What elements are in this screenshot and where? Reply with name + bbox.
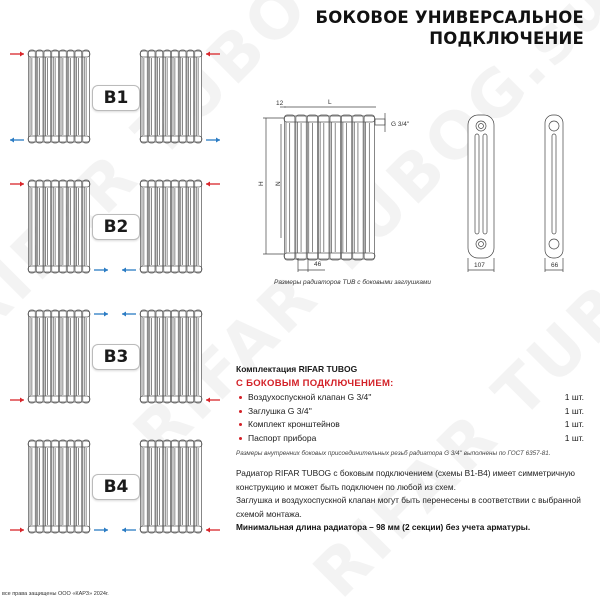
arrow-head [206, 528, 210, 533]
kit-item-qty: 1 шт. [564, 405, 584, 416]
arrow-head [104, 268, 108, 273]
arrow-head [10, 138, 14, 143]
radiator [140, 310, 202, 403]
dim-thread: G 3/4'' [391, 121, 410, 128]
return-arrow-icon [10, 138, 24, 143]
arrow-head [20, 52, 24, 57]
kit-item [236, 392, 584, 406]
dim-H: H [258, 181, 265, 186]
kit-item-name: Паспорт прибора [248, 432, 317, 443]
arrow-head [20, 528, 24, 533]
arrow-head [216, 138, 220, 143]
radiator [140, 50, 202, 143]
return-arrow-icon [94, 268, 108, 273]
side-view-narrow [545, 115, 563, 258]
supply-arrow-icon [10, 528, 24, 533]
title-line-1: БОКОВОЕ УНИВЕРСАЛЬНОЕ [315, 8, 584, 27]
bullet-icon [239, 423, 242, 426]
kit-item-name: Воздухоспускной клапан G 3/4'' [248, 392, 372, 402]
return-arrow-icon [94, 312, 108, 317]
dim-N: N [275, 181, 282, 186]
dim-107: 107 [474, 262, 485, 269]
supply-arrow-icon [206, 52, 220, 57]
kit-item-qty: 1 шт. [564, 419, 584, 430]
kit-item-qty: 1 шт. [564, 432, 584, 443]
radiator [28, 310, 90, 403]
bullet-icon [239, 437, 242, 440]
kit-subheading: С БОКОВЫМ ПОДКЛЮЧЕНИЕМ: [236, 378, 394, 389]
arrow-head [20, 182, 24, 187]
connection-schemes [10, 50, 220, 533]
drawing-caption: Размеры радиаторов TUB с боковыми заглушками [274, 279, 432, 286]
scheme-label-b1: B1 [92, 85, 140, 111]
scheme-label-b3: B3 [92, 344, 140, 370]
radiator [284, 115, 375, 260]
radiator [28, 50, 90, 143]
side-view-wide [468, 115, 494, 258]
supply-arrow-icon [206, 398, 220, 403]
thread-pipe [375, 119, 385, 125]
return-arrow-icon [122, 268, 136, 273]
radiator [28, 440, 90, 533]
kit-list [236, 392, 584, 446]
kit-heading: Комплектация RIFAR TUBOG [236, 364, 358, 374]
radiator [140, 440, 202, 533]
return-arrow-icon [206, 138, 220, 143]
kit-item [236, 419, 584, 433]
kit-item [236, 433, 584, 447]
arrow-head [122, 312, 126, 317]
description-min-length: Минимальная длина радиатора – 98 мм (2 секции) без учета арматуры. [236, 522, 531, 532]
supply-arrow-icon [10, 52, 24, 57]
title-line-2: ПОДКЛЮЧЕНИЕ [429, 29, 584, 48]
dim-46: 46 [314, 261, 322, 268]
arrow-head [20, 398, 24, 403]
arrow-head [122, 268, 126, 273]
dim-L: L [328, 99, 332, 106]
kit-item-name: Комплект кронштейнов [248, 419, 340, 430]
kit-item [236, 406, 584, 420]
arrow-head [122, 528, 126, 533]
kit-note: Размеры внутренних боковых присоединительных резьб радиатора G 3/4'' выполнены по ГОСТ 6357-81. [236, 450, 551, 458]
dim-66: 66 [551, 262, 559, 269]
bullet-icon [239, 410, 242, 413]
description [236, 467, 586, 535]
supply-arrow-icon [10, 398, 24, 403]
return-arrow-icon [94, 528, 108, 533]
supply-arrow-icon [10, 182, 24, 187]
arrow-head [206, 182, 210, 187]
kit-item-qty: 1 шт. [564, 392, 584, 402]
scheme-label-b4: B4 [92, 474, 140, 500]
dim-12: 12 [276, 100, 284, 107]
kit-section [236, 364, 584, 457]
radiator [28, 180, 90, 273]
radiator [140, 180, 202, 273]
arrow-head [104, 312, 108, 317]
supply-arrow-icon [206, 528, 220, 533]
supply-arrow-icon [206, 182, 220, 187]
scheme-label-b2: B2 [92, 214, 140, 240]
arrow-head [206, 52, 210, 57]
return-arrow-icon [122, 528, 136, 533]
description-paragraph: Радиатор RIFAR TUBOG с боковым подключением (схемы B1-B4) имеет симметричную конструкцию и может быть подключен по любой из схем. [236, 468, 576, 492]
kit-item-name: Заглушка G 3/4'' [248, 405, 312, 416]
arrow-head [206, 398, 210, 403]
technical-drawing [263, 107, 563, 272]
bullet-icon [239, 396, 242, 399]
copyright: все права защищены ООО «КАРЗ» 2024г. [2, 591, 109, 597]
arrow-head [104, 528, 108, 533]
return-arrow-icon [122, 312, 136, 317]
description-paragraph: Заглушка и воздухоспускной клапан могут быть перенесены в соответствии с выбранной схемой монтажа. [236, 495, 581, 519]
